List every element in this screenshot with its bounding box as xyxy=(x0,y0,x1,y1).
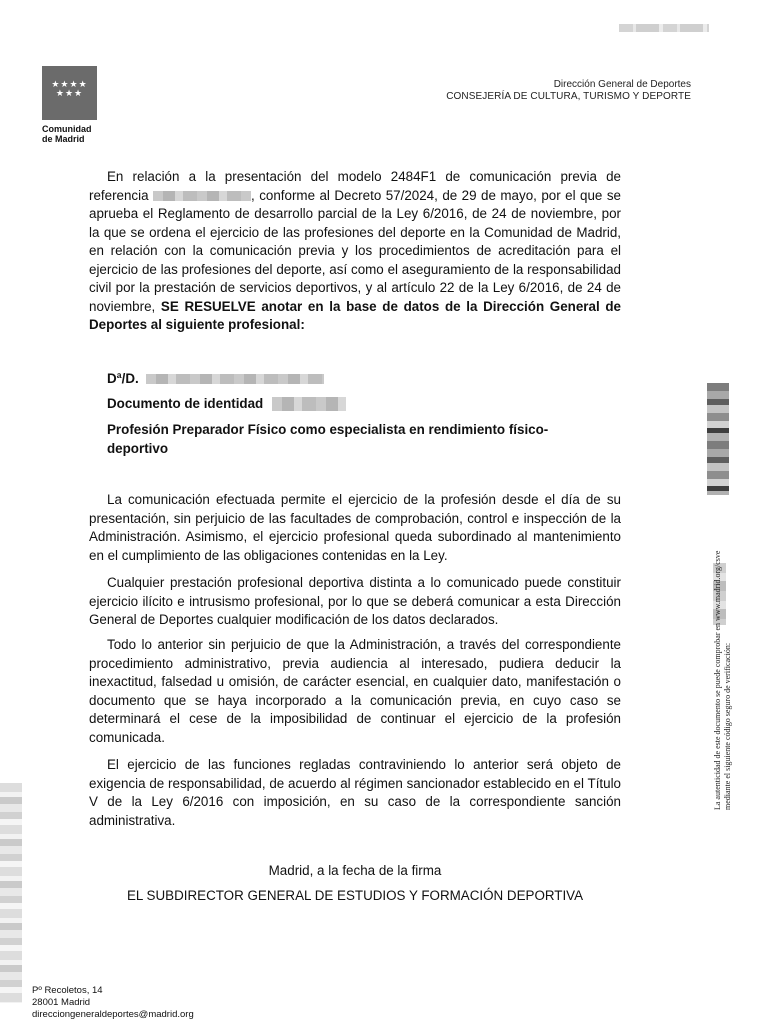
logo-label xyxy=(42,124,122,144)
footer-city: 28001 Madrid xyxy=(32,997,91,1008)
footer-email: direcciongeneraldeportes@madrid.org xyxy=(32,1009,194,1020)
header-directorate: Dirección General de Deportes xyxy=(553,79,691,90)
footer-address xyxy=(32,985,194,1021)
scan-noise xyxy=(0,783,22,1003)
stars-icon: ★★★★ ★★★ xyxy=(51,80,88,99)
verification-note-line2: mediante el siguiente código seguro de verificación: xyxy=(723,642,732,810)
verification-note xyxy=(713,551,733,810)
verification-barcode xyxy=(707,383,729,495)
id-label: Documento de identidad xyxy=(107,396,264,411)
logo-label-line1: Comunidad xyxy=(42,124,92,134)
header-department: CONSEJERÍA DE CULTURA, TURISMO Y DEPORTE xyxy=(446,91,691,102)
redacted-document-code xyxy=(619,24,709,32)
profession-line: Profesión Preparador Físico como especialista en rendimiento físico-deportivo xyxy=(107,422,549,456)
verification-note-line1: La autenticidad de este documento se puede comprobar en www.madrid.org/csve xyxy=(713,550,722,810)
footer-street: Pº Recoletos, 14 xyxy=(32,985,103,996)
redacted-reference xyxy=(153,191,251,201)
signer-title: EL SUBDIRECTOR GENERAL DE ESTUDIOS Y FORMACIÓN DEPORTIVA xyxy=(126,888,584,903)
paragraph-other-services: Cualquier prestación profesional deportiva distinta a lo comunicado puede constituir ejercicio ilícito e intrusismo profesional, por lo que se deberá comunicar a esta Dirección General de Deportes cualquier modificación de los datos declarados. xyxy=(89,575,621,627)
comunidad-de-madrid-logo xyxy=(42,66,97,120)
paragraph-communication: La comunicación efectuada permite el ejercicio de la profesión desde el día de su presentación, sin perjuicio de las facultades de comprobación, control e inspección de la Administración. Asimismo, el ejercicio profesional queda subordinado al mantenimiento en el cumplimiento de las obligaciones contenidas en la Ley. xyxy=(89,492,621,563)
logo-label-line2: de Madrid xyxy=(42,134,85,144)
redacted-id xyxy=(272,397,346,411)
name-label: Dª/D. xyxy=(107,371,139,386)
professional-name-row xyxy=(107,370,607,389)
professional-id-row xyxy=(107,395,607,414)
redacted-name xyxy=(146,374,324,384)
paragraph-administration: Todo lo anterior sin perjuicio de que la Administración, a través del correspondiente procedimiento administrativo, previa audiencia al interesado, pudiera deducir la inexactitud, falsedad u omisión, de carácter esencial, en cualquier dato, manifestación o documento que se haya incorporado a la comunicación previa, en cuyo caso se determinará el cese de la imposibilidad de continuar el ejercicio de la profesión comunicada. xyxy=(89,637,621,745)
intro-text-2: , conforme al Decreto 57/2024, de 29 de mayo, por el que se aprueba el Reglamento de desarrollo parcial de la Ley 6/2016, de 24 de noviembre, por la que se ordena el ejercicio de las profesiones del deporte en la Comunidad de Madrid, en relación con la comunicación previa y los procedimientos de acreditación para el ejercicio de las profesiones del deporte, así como el aseguramiento de la responsabilidad civil por la prestación de servicios deportivos, y al artículo 22 de la Ley 6/2016, de 24 de noviembre, xyxy=(89,187,621,314)
intro-paragraph xyxy=(89,168,621,335)
intro-text-1: En relación a la presentación del modelo 2484F1 de comunicación previa de referencia xyxy=(89,169,621,203)
intro-resolution: SE RESUELVE anotar en la base de datos de la Dirección General de Deportes al siguiente profesional: xyxy=(89,298,621,332)
paragraph-sanctions: El ejercicio de las funciones regladas contraviniendo lo anterior será objeto de exigencia de responsabilidad, de acuerdo al régimen sancionador establecido en el Título V de la Ley 6/2016 con imposición, en su caso de la correspondiente sanción administrativa. xyxy=(89,757,621,828)
place-date: Madrid, a la fecha de la firma xyxy=(268,863,442,878)
